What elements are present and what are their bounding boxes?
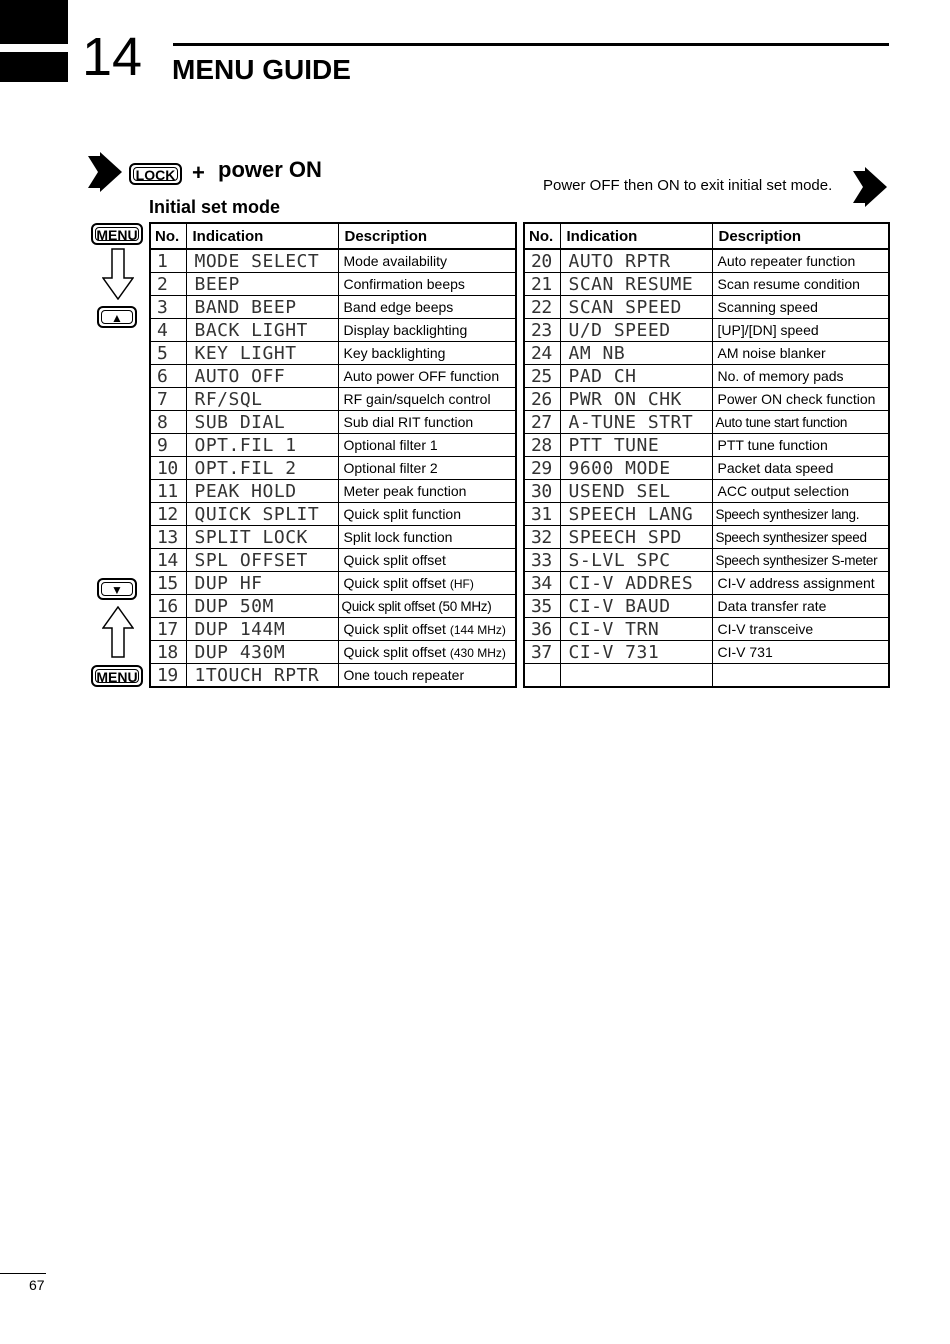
- table-row: [524, 411, 889, 434]
- table-row: [524, 434, 889, 457]
- table-row: [150, 549, 516, 572]
- description-text: [UP]/[DN] speed: [717, 322, 819, 338]
- table-row: [150, 503, 516, 526]
- cell-indication: AM NB: [560, 342, 712, 365]
- cell-no: 18: [150, 641, 186, 664]
- table-header-row: [150, 223, 516, 249]
- menu-key-label: MENU: [96, 669, 138, 685]
- cell-no: 35: [524, 595, 560, 618]
- cell-no: 3: [150, 296, 186, 319]
- menu-key-icon: [91, 223, 143, 245]
- description-text: CI-V 731: [717, 644, 773, 660]
- cell-indication: SCAN RESUME: [560, 273, 712, 296]
- cell-indication: 1TOUCH RPTR: [186, 664, 338, 688]
- cell-indication: DUP 430M: [186, 641, 338, 664]
- cell-indication: DUP 144M: [186, 618, 338, 641]
- cell-indication: QUICK SPLIT: [186, 503, 338, 526]
- cell-description: [712, 365, 889, 388]
- table-row: [150, 388, 516, 411]
- cell-description: [338, 365, 516, 388]
- table-row: [150, 480, 516, 503]
- column-header-description: Description: [712, 223, 889, 249]
- cell-indication: DUP 50M: [186, 595, 338, 618]
- cell-no: 37: [524, 641, 560, 664]
- cell-no: 15: [150, 572, 186, 595]
- cell-indication: PEAK HOLD: [186, 480, 338, 503]
- arrow-up-icon: [102, 606, 134, 658]
- cell-no: 6: [150, 365, 186, 388]
- cell-description: [338, 664, 516, 688]
- description-text: Packet data speed: [717, 460, 834, 476]
- cell-description: [338, 641, 516, 664]
- description-text: Split lock function: [343, 529, 453, 545]
- cell-no: 11: [150, 480, 186, 503]
- cell-description: [712, 664, 889, 688]
- cell-no: 2: [150, 273, 186, 296]
- cell-no: 16: [150, 595, 186, 618]
- cell-indication: MODE SELECT: [186, 249, 338, 273]
- description-text: Speech synthesizer S-meter: [715, 552, 878, 568]
- table-row: [150, 411, 516, 434]
- cell-indication: PTT TUNE: [560, 434, 712, 457]
- table-row: [524, 572, 889, 595]
- table-row: [524, 595, 889, 618]
- cell-description: [338, 296, 516, 319]
- cell-indication: KEY LIGHT: [186, 342, 338, 365]
- column-header-indication: Indication: [186, 223, 338, 249]
- cell-no: 9: [150, 434, 186, 457]
- down-key-label: ▼: [101, 582, 133, 596]
- cell-no: 29: [524, 457, 560, 480]
- cell-description: [712, 549, 889, 572]
- cell-no: 12: [150, 503, 186, 526]
- cell-description: [712, 296, 889, 319]
- column-header-indication: Indication: [560, 223, 712, 249]
- section-title: Initial set mode: [149, 197, 281, 217]
- table-row: [150, 664, 516, 688]
- cell-indication: CI-V 731: [560, 641, 712, 664]
- cell-no: 8: [150, 411, 186, 434]
- cell-indication: U/D SPEED: [560, 319, 712, 342]
- cell-no: 19: [150, 664, 186, 688]
- cell-indication: BAND BEEP: [186, 296, 338, 319]
- description-text: Band edge beeps: [343, 299, 454, 315]
- cell-indication: SPEECH SPD: [560, 526, 712, 549]
- table-row: [150, 249, 516, 273]
- cell-no: 5: [150, 342, 186, 365]
- cell-no: 31: [524, 503, 560, 526]
- table-row: [150, 572, 516, 595]
- table-row: [524, 365, 889, 388]
- cell-indication: CI-V ADDRES: [560, 572, 712, 595]
- cell-description: [712, 618, 889, 641]
- cell-indication: BACK LIGHT: [186, 319, 338, 342]
- cell-description: [712, 595, 889, 618]
- page-title: MENU GUIDE: [172, 54, 351, 85]
- cell-indication: PAD CH: [560, 365, 712, 388]
- description-text: Scan resume condition: [717, 276, 860, 292]
- cell-description: [338, 595, 516, 618]
- description-text: No. of memory pads: [717, 368, 844, 384]
- page-number: 67: [29, 1277, 45, 1293]
- cell-description: [712, 480, 889, 503]
- cell-indication: SPEECH LANG: [560, 503, 712, 526]
- table-row: [524, 526, 889, 549]
- cell-no: 24: [524, 342, 560, 365]
- cell-description: [712, 526, 889, 549]
- table-row: [524, 664, 889, 688]
- cell-description: [712, 572, 889, 595]
- description-text: Quick split offset: [343, 644, 446, 660]
- cell-description: [712, 641, 889, 664]
- table-row: [524, 249, 889, 273]
- description-text: Sub dial RIT function: [343, 414, 474, 430]
- description-text: Auto repeater function: [717, 253, 856, 269]
- table-row: [150, 595, 516, 618]
- lock-key-icon: [129, 163, 182, 185]
- cell-no: 25: [524, 365, 560, 388]
- header-rule: [173, 43, 889, 46]
- table-row: [150, 526, 516, 549]
- table-row: [524, 480, 889, 503]
- table-row: [524, 641, 889, 664]
- description-text: Key backlighting: [343, 345, 446, 361]
- cell-description: [712, 273, 889, 296]
- cell-description: [338, 526, 516, 549]
- cell-no: 33: [524, 549, 560, 572]
- description-suffix: (430 MHz): [449, 646, 506, 660]
- cell-description: [712, 249, 889, 273]
- description-text: Confirmation beeps: [343, 276, 465, 292]
- cell-indication: SUB DIAL: [186, 411, 338, 434]
- cell-description: [338, 434, 516, 457]
- cell-no: 1: [150, 249, 186, 273]
- description-text: Display backlighting: [343, 322, 468, 338]
- menu-key-icon: [91, 665, 143, 687]
- description-text: Data transfer rate: [717, 598, 827, 614]
- description-text: Speech synthesizer speed: [715, 529, 867, 545]
- table-row: [150, 342, 516, 365]
- description-text: CI-V transceive: [717, 621, 814, 637]
- cell-description: [338, 273, 516, 296]
- table-row: [524, 503, 889, 526]
- table-row: [524, 618, 889, 641]
- chapter-number: 14: [82, 27, 143, 87]
- description-text: Optional filter 1: [343, 437, 438, 453]
- cell-indication: CI-V TRN: [560, 618, 712, 641]
- table-row: [150, 641, 516, 664]
- cell-no: 13: [150, 526, 186, 549]
- menu-table-left: [149, 222, 517, 688]
- cell-description: [338, 342, 516, 365]
- table-row: [150, 365, 516, 388]
- down-key-icon: [97, 578, 137, 600]
- chapter-tab-block: [0, 52, 68, 82]
- table-row: [524, 273, 889, 296]
- cell-no: 22: [524, 296, 560, 319]
- table-row: [150, 434, 516, 457]
- cell-indication: BEEP: [186, 273, 338, 296]
- cell-indication: OPT.FIL 2: [186, 457, 338, 480]
- cell-no: 32: [524, 526, 560, 549]
- cell-description: [338, 618, 516, 641]
- cell-no: 34: [524, 572, 560, 595]
- chapter-tab-block: [0, 0, 68, 44]
- cell-description: [338, 549, 516, 572]
- cell-description: [712, 434, 889, 457]
- column-header-no: No.: [150, 223, 186, 249]
- cell-no: [524, 664, 560, 688]
- table-row: [524, 342, 889, 365]
- description-text: Speech synthesizer lang.: [715, 506, 860, 522]
- table-row: [150, 457, 516, 480]
- cell-no: 10: [150, 457, 186, 480]
- cell-description: [338, 411, 516, 434]
- table-row: [524, 296, 889, 319]
- table-row: [524, 319, 889, 342]
- cell-description: [712, 342, 889, 365]
- cell-no: 27: [524, 411, 560, 434]
- description-text: ACC output selection: [717, 483, 850, 499]
- cell-description: [712, 457, 889, 480]
- cell-description: [338, 457, 516, 480]
- cell-indication: CI-V BAUD: [560, 595, 712, 618]
- description-suffix: (HF): [449, 577, 474, 591]
- table-row: [150, 273, 516, 296]
- cell-indication: PWR ON CHK: [560, 388, 712, 411]
- description-text: Quick split offset: [343, 621, 446, 637]
- description-text: PTT tune function: [717, 437, 828, 453]
- cell-no: 30: [524, 480, 560, 503]
- cell-description: [712, 503, 889, 526]
- menu-key-label: MENU: [96, 227, 138, 243]
- description-text: Scanning speed: [717, 299, 818, 315]
- arrow-down-icon: [102, 248, 134, 300]
- cell-description: [338, 572, 516, 595]
- cell-no: 7: [150, 388, 186, 411]
- description-text: Quick split offset (50 MHz): [341, 598, 492, 614]
- cell-indication: DUP HF: [186, 572, 338, 595]
- lock-key-label: LOCK: [133, 167, 178, 181]
- footer-rule: [0, 1273, 46, 1274]
- table-row: [150, 319, 516, 342]
- table-header-row: [524, 223, 889, 249]
- description-text: Optional filter 2: [343, 460, 438, 476]
- description-suffix: (144 MHz): [449, 623, 506, 637]
- cell-indication: SCAN SPEED: [560, 296, 712, 319]
- cell-no: 28: [524, 434, 560, 457]
- description-text: Quick split offset: [343, 575, 446, 591]
- cell-no: 26: [524, 388, 560, 411]
- cell-indication: AUTO OFF: [186, 365, 338, 388]
- cell-description: [338, 480, 516, 503]
- cell-indication: OPT.FIL 1: [186, 434, 338, 457]
- cell-indication: A-TUNE STRT: [560, 411, 712, 434]
- cell-no: 17: [150, 618, 186, 641]
- up-key-icon: [97, 306, 137, 328]
- description-text: Auto tune start function: [715, 414, 848, 430]
- table-row: [524, 549, 889, 572]
- cell-indication: AUTO RPTR: [560, 249, 712, 273]
- column-header-description: Description: [338, 223, 516, 249]
- cell-description: [338, 319, 516, 342]
- cell-indication: RF/SQL: [186, 388, 338, 411]
- cell-description: [712, 388, 889, 411]
- cell-description: [338, 503, 516, 526]
- description-text: Auto power OFF function: [343, 368, 500, 384]
- cell-description: [338, 249, 516, 273]
- table-row: [524, 388, 889, 411]
- up-key-label: ▲: [101, 310, 133, 324]
- cell-no: 21: [524, 273, 560, 296]
- description-text: Meter peak function: [343, 483, 467, 499]
- procedure-arrow-icon: [86, 152, 124, 192]
- exit-note: Power OFF then ON to exit initial set mode.: [543, 177, 833, 194]
- cell-indication: 9600 MODE: [560, 457, 712, 480]
- cell-no: 20: [524, 249, 560, 273]
- description-text: Quick split function: [343, 506, 461, 522]
- power-on-label: power ON: [218, 157, 322, 182]
- cell-description: [712, 319, 889, 342]
- table-row: [150, 618, 516, 641]
- procedure-arrow-icon: [851, 167, 889, 207]
- description-text: One touch repeater: [343, 667, 465, 683]
- description-text: Mode availability: [343, 253, 447, 269]
- plus-sign: +: [192, 160, 205, 185]
- cell-indication: SPL OFFSET: [186, 549, 338, 572]
- table-row: [524, 457, 889, 480]
- cell-no: 36: [524, 618, 560, 641]
- description-text: AM noise blanker: [717, 345, 826, 361]
- description-text: Power ON check function: [717, 391, 876, 407]
- cell-description: [338, 388, 516, 411]
- table-row: [150, 296, 516, 319]
- cell-no: 4: [150, 319, 186, 342]
- description-text: CI-V address assignment: [717, 575, 875, 591]
- menu-table-right: [523, 222, 890, 688]
- cell-indication: USEND SEL: [560, 480, 712, 503]
- description-text: Quick split offset: [343, 552, 446, 568]
- cell-no: 14: [150, 549, 186, 572]
- cell-no: 23: [524, 319, 560, 342]
- cell-indication: SPLIT LOCK: [186, 526, 338, 549]
- cell-description: [712, 411, 889, 434]
- cell-indication: [560, 664, 712, 688]
- column-header-no: No.: [524, 223, 560, 249]
- cell-indication: S-LVL SPC: [560, 549, 712, 572]
- description-text: RF gain/squelch control: [343, 391, 491, 407]
